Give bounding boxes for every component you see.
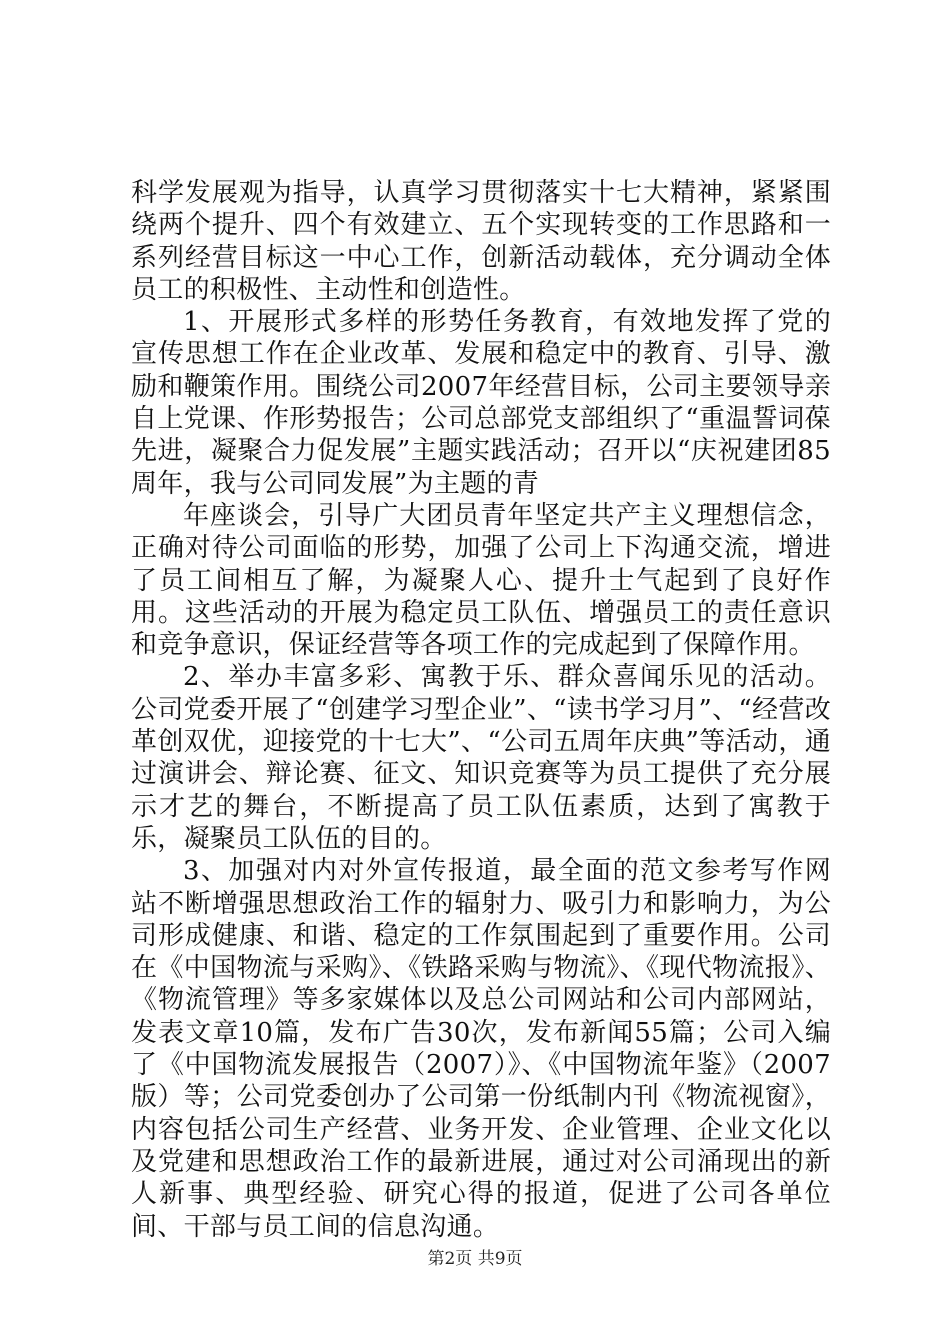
- document-body: [131, 177, 831, 1243]
- paragraph-intro: 科学发展观为指导，认真学习贯彻落实十七大精神，紧紧围绕两个提升、四个有效建立、五个实现转变的工作思路和一系列经营目标这一中心工作，创新活动载体，充分调动全体员工的积极性、主动性和创造性。: [131, 178, 831, 305]
- paragraph-item-3: 3、加强对内对外宣传报道，最全面的范文参考写作网站不断增强思想政治工作的辐射力、吸引力和影响力，为公司形成健康、和谐、稳定的工作氛围起到了重要作用。公司在《中国物流与采购》、《铁路采购与物流》、《现代物流报》、《物流管理》等多家媒体以及总公司网站和公司内部网站，发表文章10篇，发布广告30次，发布新闻55篇；公司入编了《中国物流发展报告（2007）》、《中国物流年鉴》（2007版）等；公司党委创办了公司第一份纸制内刊《物流视窗》，内容包括公司生产经营、业务开发、企业管理、企业文化以及党建和思想政治工作的最新进展，通过对公司涌现出的新人新事、典型经验、研究心得的报道，促进了公司各单位间、干部与员工间的信息沟通。: [131, 856, 831, 1242]
- paragraph-item-1: 1、开展形式多样的形势任务教育，有效地发挥了党的宣传思想工作在企业改革、发展和稳定中的教育、引导、激励和鞭策作用。围绕公司2007年经营目标，公司主要领导亲自上党课、作形势报告；公司总部党支部组织了“重温誓词葆先进，凝聚合力促发展”主题实践活动；召开以“庆祝建团85周年，我与公司同发展”为主题的青: [131, 307, 831, 499]
- paragraph-item-2: 2、举办丰富多彩、寓教于乐、群众喜闻乐见的活动。公司党委开展了“创建学习型企业”、“读书学习月”、“经营改革创双优，迎接党的十七大”、“公司五周年庆典”等活动，通过演讲会、辩论赛、征文、知识竞赛等为员工提供了充分展示才艺的舞台，不断提高了员工队伍素质，达到了寓教于乐，凝聚员工队伍的目的。: [131, 662, 831, 854]
- paragraph-item-1-continued: 年座谈会，引导广大团员青年坚定共产主义理想信念，正确对待公司面临的形势，加强了公司上下沟通交流，增进了员工间相互了解，为凝聚人心、提升士气起到了良好作用。这些活动的开展为稳定员工队伍、增强员工的责任意识和竞争意识，保证经营等各项工作的完成起到了保障作用。: [131, 500, 831, 661]
- page-number-footer: 第2页 共9页: [427, 1249, 523, 1269]
